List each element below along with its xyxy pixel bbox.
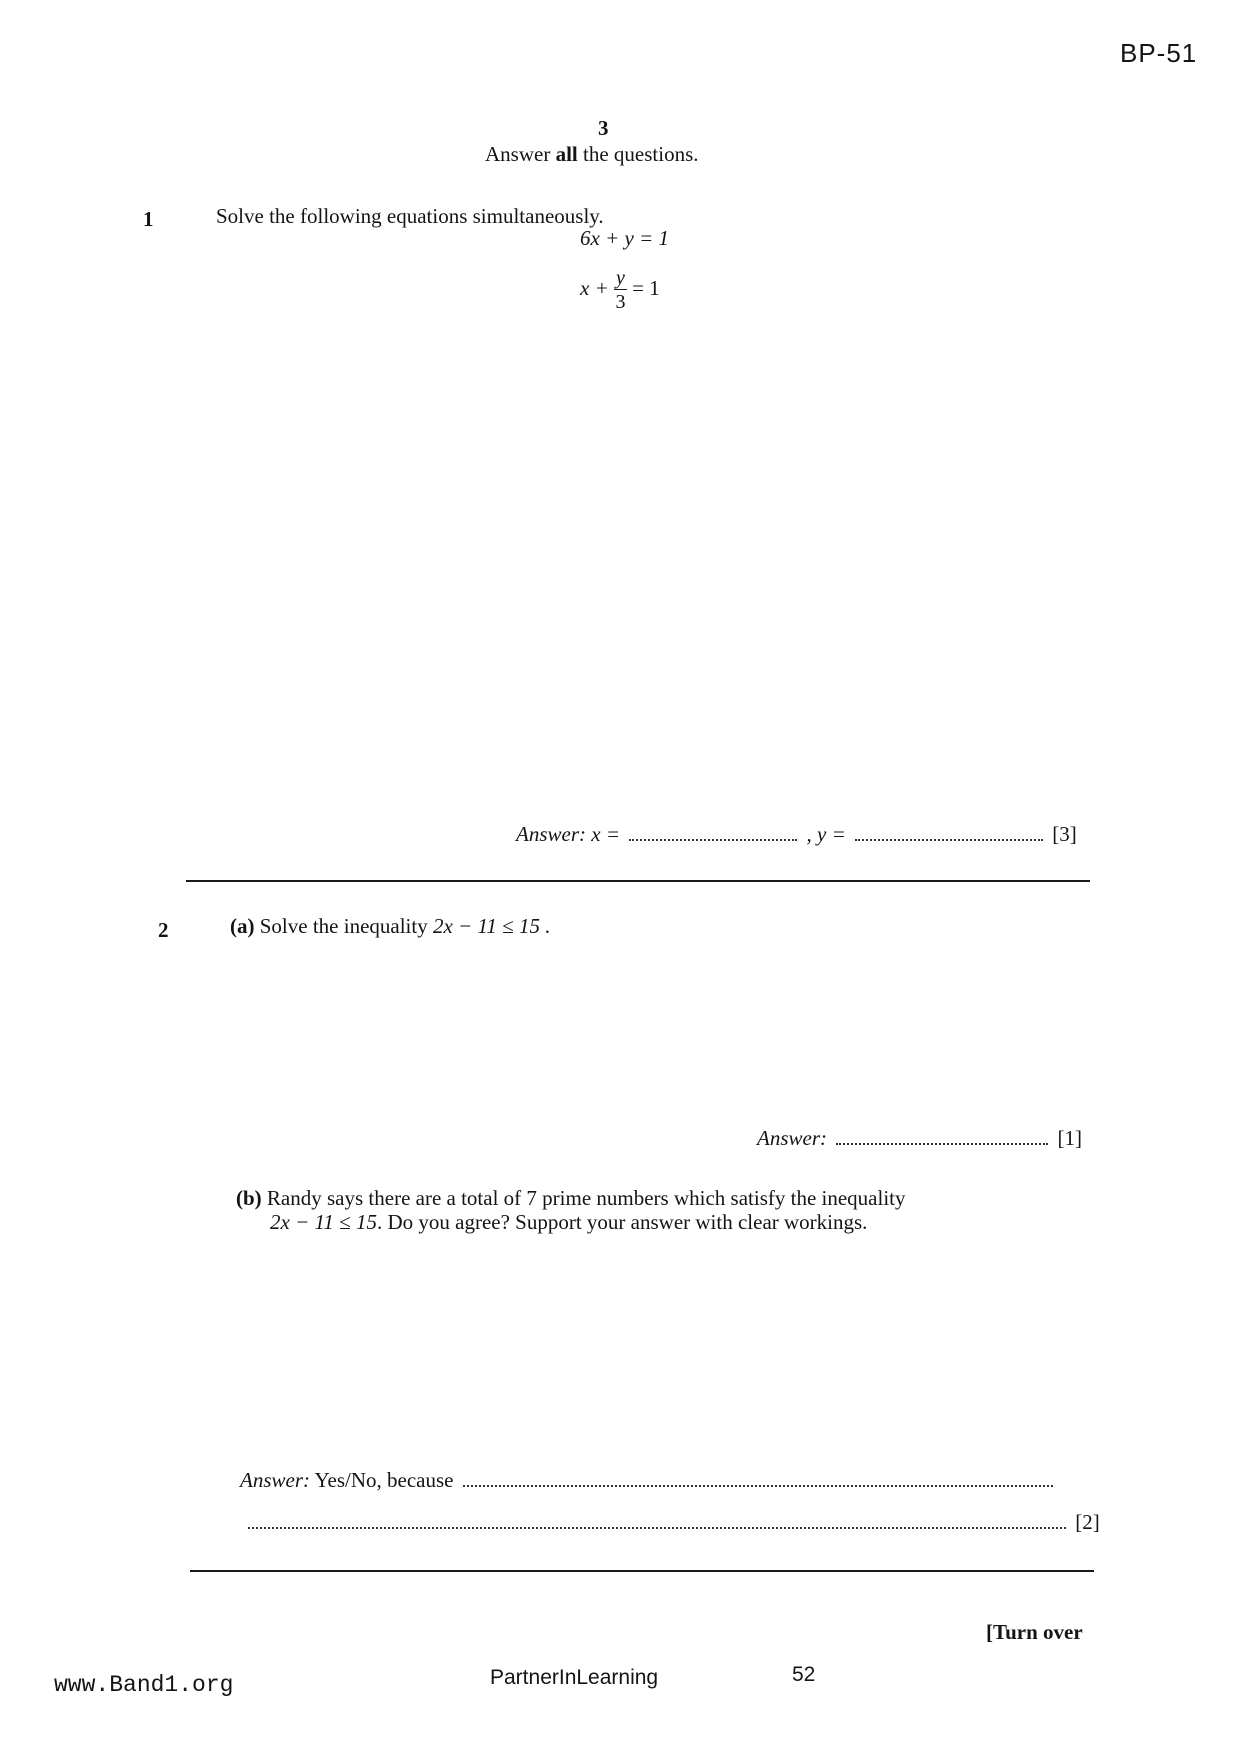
question-2b-answer-line-1 bbox=[240, 1468, 1057, 1493]
part-a-label: (a) bbox=[230, 914, 255, 938]
website-label: www.Band1.org bbox=[54, 1672, 234, 1698]
part-a-text: Solve the inequality bbox=[259, 914, 428, 938]
section-divider-bottom bbox=[190, 1570, 1094, 1572]
part-b-label: (b) bbox=[236, 1186, 262, 1210]
question-2b-marks: [2] bbox=[1075, 1510, 1100, 1534]
answer-y-label: , y = bbox=[806, 822, 846, 846]
answer-x-field[interactable] bbox=[629, 839, 797, 841]
equation-2-right: = 1 bbox=[632, 275, 660, 300]
question-1-answer bbox=[516, 822, 1077, 847]
answer-label: Answer: bbox=[757, 1126, 827, 1150]
answer-x-label: x = bbox=[591, 822, 620, 846]
part-a-inequality: 2x − 11 ≤ 15 . bbox=[432, 914, 551, 938]
question-1-number: 1 bbox=[143, 207, 154, 231]
instruction-pre: Answer bbox=[485, 142, 556, 166]
footer-page-number: 52 bbox=[792, 1663, 816, 1686]
equation-2-left: x + bbox=[580, 275, 609, 300]
fraction-numerator: y bbox=[616, 267, 625, 289]
instructions bbox=[485, 142, 699, 167]
answer-2a-field[interactable] bbox=[836, 1143, 1048, 1145]
question-2b-line-2 bbox=[270, 1210, 867, 1235]
answer-label: Answer: bbox=[516, 822, 586, 846]
question-1-marks: [3] bbox=[1052, 822, 1077, 846]
question-2a-answer bbox=[757, 1126, 1082, 1151]
answer-2b-field-2[interactable] bbox=[248, 1527, 1066, 1529]
page-number: 3 bbox=[598, 116, 609, 140]
question-2b-answer-line-2 bbox=[244, 1510, 1100, 1535]
turn-over-label: [Turn over bbox=[986, 1620, 1083, 1644]
answer-options: Yes/No, because bbox=[314, 1468, 454, 1492]
part-b-text: Randy says there are a total of 7 prime numbers which satisfy the inequality bbox=[266, 1186, 906, 1210]
fraction-denominator: 3 bbox=[615, 291, 626, 313]
question-2a-marks: [1] bbox=[1057, 1126, 1082, 1150]
document-code: BP-51 bbox=[1120, 38, 1198, 68]
answer-label: Answer: bbox=[240, 1468, 310, 1492]
section-divider bbox=[186, 880, 1090, 882]
equation-1: 6x + y = 1 bbox=[580, 226, 669, 250]
part-b-rest: . Do you agree? Support your answer with clear workings. bbox=[376, 1210, 868, 1234]
answer-2b-field-1[interactable] bbox=[463, 1485, 1053, 1487]
equation-2 bbox=[580, 268, 660, 312]
equation-2-fraction bbox=[614, 268, 627, 312]
instruction-post: the questions. bbox=[577, 142, 699, 166]
instruction-bold: all bbox=[555, 142, 578, 166]
question-2a-prompt bbox=[230, 914, 550, 939]
answer-y-field[interactable] bbox=[855, 839, 1043, 841]
part-b-inequality: 2x − 11 ≤ 15 bbox=[270, 1210, 377, 1234]
question-2b-line-1 bbox=[236, 1186, 906, 1211]
question-1-prompt: Solve the following equations simultaneously. bbox=[216, 204, 604, 228]
brand-label: PartnerInLearning bbox=[490, 1666, 659, 1689]
question-2-number: 2 bbox=[158, 918, 169, 942]
